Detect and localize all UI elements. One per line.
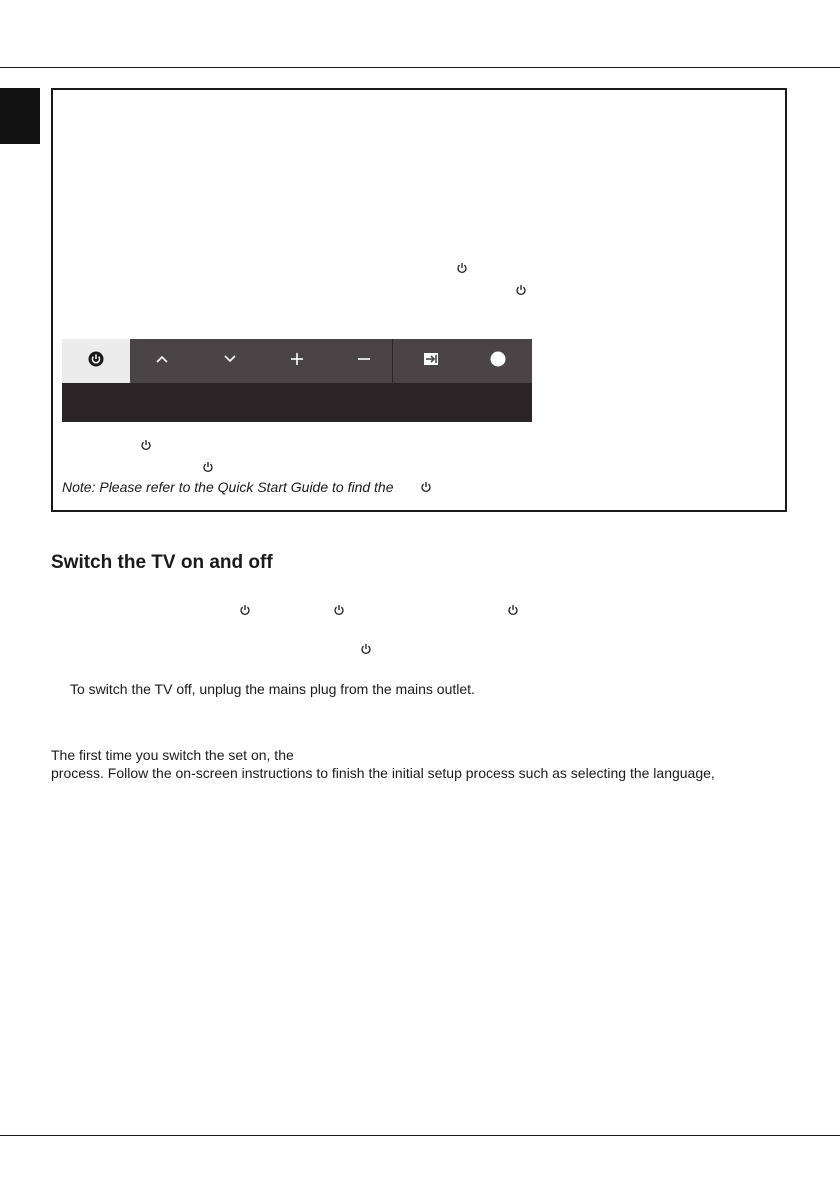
first-time-line-2: process. Follow the on-screen instructions to finish the initial setup process such as selecting the language, [51,765,715,781]
plus-icon [290,352,304,371]
chevron-up-icon [155,352,169,371]
footer-rule [0,1135,840,1136]
power-icon [202,461,214,473]
power-icon [360,643,372,655]
power-icon [88,351,104,372]
minus-key[interactable] [330,339,398,383]
tv-control-panel [62,339,532,422]
power-icon [239,604,251,616]
down-key[interactable] [196,339,264,383]
minus-icon [357,352,371,371]
quick-start-note: Note: Please refer to the Quick Start Guide to find the [62,479,394,495]
language-side-tab [0,88,40,144]
power-icon [456,262,468,274]
ok-icon [490,351,506,372]
header-rule [0,67,840,68]
power-icon [420,481,432,493]
note-box [51,88,787,512]
plus-key[interactable] [263,339,331,383]
first-time-line-1: The first time you switch the set on, the [51,747,294,763]
control-key-bar [62,339,532,383]
input-key[interactable] [397,339,465,383]
ok-key[interactable] [464,339,532,383]
power-key[interactable] [62,339,130,383]
power-icon [515,284,527,296]
power-icon [140,439,152,451]
power-icon [333,604,345,616]
unplug-instruction: To switch the TV off, unplug the mains plug from the mains outlet. [70,681,475,697]
power-icon [507,604,519,616]
section-heading: Switch the TV on and off [51,552,273,573]
input-icon [423,352,439,371]
chevron-down-icon [223,352,237,371]
up-key[interactable] [128,339,196,383]
